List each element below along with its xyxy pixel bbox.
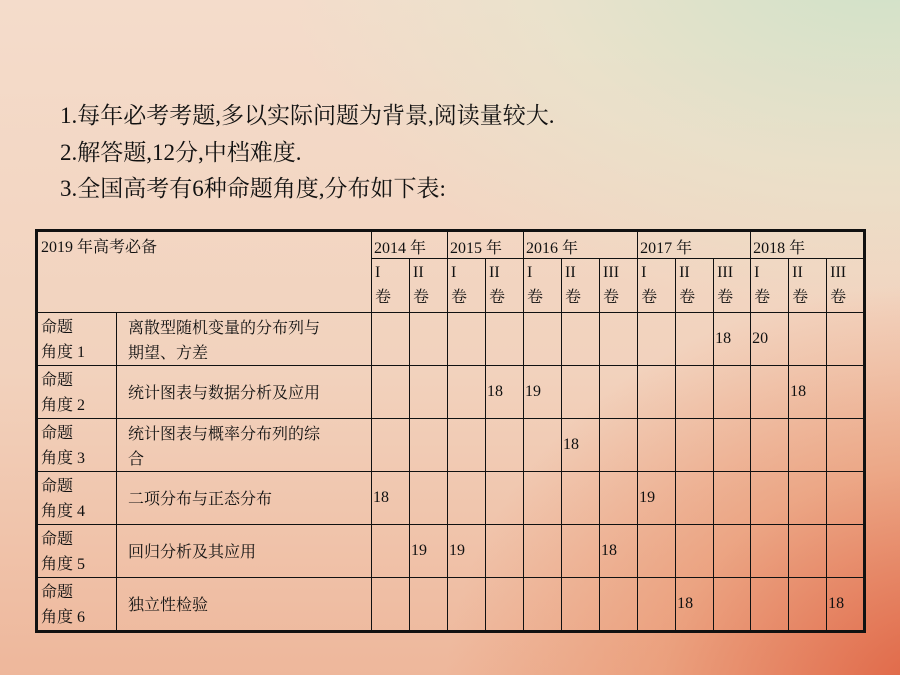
angle-label-line: 角度 4 [41,503,86,520]
question-number-cell [751,472,789,525]
question-number-cell [410,578,448,632]
question-number-cell [751,366,789,419]
topic-line: 统计图表与概率分布列的综 [128,424,321,443]
question-number-cell [486,313,524,366]
table-row [37,313,865,366]
volume-char: 卷 [830,289,847,306]
volume-numeral: I [375,264,381,281]
volume-header [524,259,562,313]
question-number-cell [827,472,865,525]
angle-label-line: 命题 [41,319,74,336]
question-number-cell [714,525,751,578]
year-2017: 2017 年 [638,231,751,259]
question-number-cell: 18 [372,472,410,525]
question-number-cell [372,313,410,366]
year-2016: 2016 年 [524,231,638,259]
question-number-cell [714,472,751,525]
question-number-cell: 19 [448,525,486,578]
intro-line-1: 1.每年必考考题,多以实际问题为背景,阅读量较大. [60,103,555,128]
question-number-cell [714,366,751,419]
question-number-cell [751,525,789,578]
question-number-cell [372,578,410,632]
volume-char: 卷 [679,289,696,306]
volume-numeral: I [641,264,647,281]
angle-label-line: 角度 3 [41,450,86,467]
volume-char: 卷 [451,289,468,306]
question-number-cell [486,472,524,525]
question-number-cell [789,313,827,366]
topic-cell [117,419,372,472]
question-number-cell [410,366,448,419]
volume-char: 卷 [413,289,430,306]
question-number-cell [524,419,562,472]
volume-char: 卷 [603,289,620,306]
question-number-cell [410,419,448,472]
year-header-row [37,231,865,259]
volume-numeral: II [413,264,424,281]
topic-line: 统计图表与数据分析及应用 [128,382,321,402]
question-number-cell [448,313,486,366]
question-number-cell [486,578,524,632]
intro-line-3: 3.全国高考有6种命题角度,分布如下表: [60,176,446,201]
volume-numeral: I [527,264,533,281]
topic-cell [117,313,372,366]
question-number-cell [714,419,751,472]
table-row [37,578,865,632]
volume-numeral: III [603,264,620,281]
question-number-cell [448,578,486,632]
volume-header [751,259,789,313]
question-number-cell [524,525,562,578]
volume-numeral: II [679,264,690,281]
year-2015: 2015 年 [448,231,524,259]
question-number-cell [486,525,524,578]
question-number-cell: 20 [751,313,789,366]
question-number-cell [524,578,562,632]
volume-char: 卷 [792,289,809,306]
angle-label-line: 命题 [41,531,74,548]
question-number-cell [600,578,638,632]
question-number-cell [524,313,562,366]
question-number-cell: 19 [524,366,562,419]
volume-header [789,259,827,313]
topic-line: 回归分析及其应用 [128,541,257,561]
question-number-cell [676,472,714,525]
volume-numeral: III [830,264,847,281]
question-number-cell [638,419,676,472]
volume-header [410,259,448,313]
question-number-cell [524,472,562,525]
question-number-cell [372,366,410,419]
topic-line: 合 [128,449,145,468]
question-number-cell: 18 [486,366,524,419]
angle-label-line: 角度 2 [41,397,86,414]
question-number-cell [827,525,865,578]
angle-label-line: 角度 1 [41,344,86,361]
question-number-cell [789,472,827,525]
angle-label [37,313,117,366]
topic-cell [117,366,372,419]
question-number-cell: 18 [789,366,827,419]
angle-label-line: 命题 [41,584,74,601]
year-2014: 2014 年 [372,231,448,259]
volume-header [372,259,410,313]
question-number-cell [562,313,600,366]
question-number-cell [600,366,638,419]
question-number-cell [751,578,789,632]
angle-label [37,472,117,525]
question-number-cell [751,419,789,472]
volume-char: 卷 [565,289,582,306]
angle-label [37,419,117,472]
question-number-cell: 18 [676,578,714,632]
question-number-cell [827,419,865,472]
volume-char: 卷 [375,289,392,306]
question-number-cell [448,366,486,419]
volume-header [448,259,486,313]
angle-label [37,366,117,419]
angle-label-line: 角度 5 [41,556,86,573]
topic-cell [117,525,372,578]
question-number-cell [410,472,448,525]
question-number-cell [562,525,600,578]
topic-cell [117,472,372,525]
intro-line-2: 2.解答题,12分,中档难度. [60,139,302,165]
question-number-cell [638,366,676,419]
table-row [37,472,865,525]
question-number-cell: 18 [714,313,751,366]
angle-label-line: 命题 [41,425,74,442]
question-number-cell [448,472,486,525]
question-number-cell [638,578,676,632]
angle-label-line: 角度 6 [41,609,86,626]
volume-numeral: I [451,264,457,281]
question-number-cell [562,366,600,419]
volume-char: 卷 [641,289,658,306]
question-number-cell: 19 [410,525,448,578]
table-row [37,366,865,419]
question-number-cell [827,313,865,366]
question-number-cell: 18 [827,578,865,632]
intro-bullets [60,98,555,208]
question-number-cell [372,419,410,472]
question-number-cell [600,313,638,366]
volume-numeral: I [754,264,760,281]
volume-header [827,259,865,313]
question-number-cell [448,419,486,472]
volume-header [562,259,600,313]
table-row [37,525,865,578]
question-number-cell [562,472,600,525]
volume-header [600,259,638,313]
topic-cell [117,578,372,632]
volume-char: 卷 [527,289,544,306]
volume-numeral: II [565,264,576,281]
topic-line: 离散型随机变量的分布列与 [128,318,321,337]
topic-line: 独立性检验 [128,594,209,614]
question-number-cell [600,472,638,525]
question-number-cell [676,525,714,578]
volume-char: 卷 [754,289,771,306]
question-number-cell [676,313,714,366]
question-number-cell [789,419,827,472]
question-number-cell [827,366,865,419]
question-number-cell [562,578,600,632]
volume-char: 卷 [717,289,734,306]
angle-label-line: 命题 [41,372,74,389]
question-number-cell: 18 [562,419,600,472]
volume-header [486,259,524,313]
question-number-cell [600,419,638,472]
table-row [37,419,865,472]
question-number-cell [676,419,714,472]
angle-label [37,525,117,578]
question-number-cell [638,525,676,578]
topic-line: 期望、方差 [128,343,209,362]
topic-line: 二项分布与正态分布 [128,488,273,508]
angle-label-line: 命题 [41,478,74,495]
question-number-cell [486,419,524,472]
volume-char: 卷 [489,289,506,306]
question-number-cell: 19 [638,472,676,525]
question-number-cell [372,525,410,578]
volume-header [676,259,714,313]
question-number-cell [638,313,676,366]
volume-header [714,259,751,313]
corner-label: 2019 年高考必备 [37,231,372,313]
question-number-cell [789,525,827,578]
question-number-cell [676,366,714,419]
volume-numeral: III [717,264,734,281]
question-number-cell [410,313,448,366]
volume-numeral: II [489,264,500,281]
question-number-cell [789,578,827,632]
angle-label [37,578,117,632]
year-2018: 2018 年 [751,231,865,259]
volume-header [638,259,676,313]
question-number-cell [714,578,751,632]
volume-numeral: II [792,264,803,281]
question-number-cell: 18 [600,525,638,578]
distribution-table [35,229,866,633]
